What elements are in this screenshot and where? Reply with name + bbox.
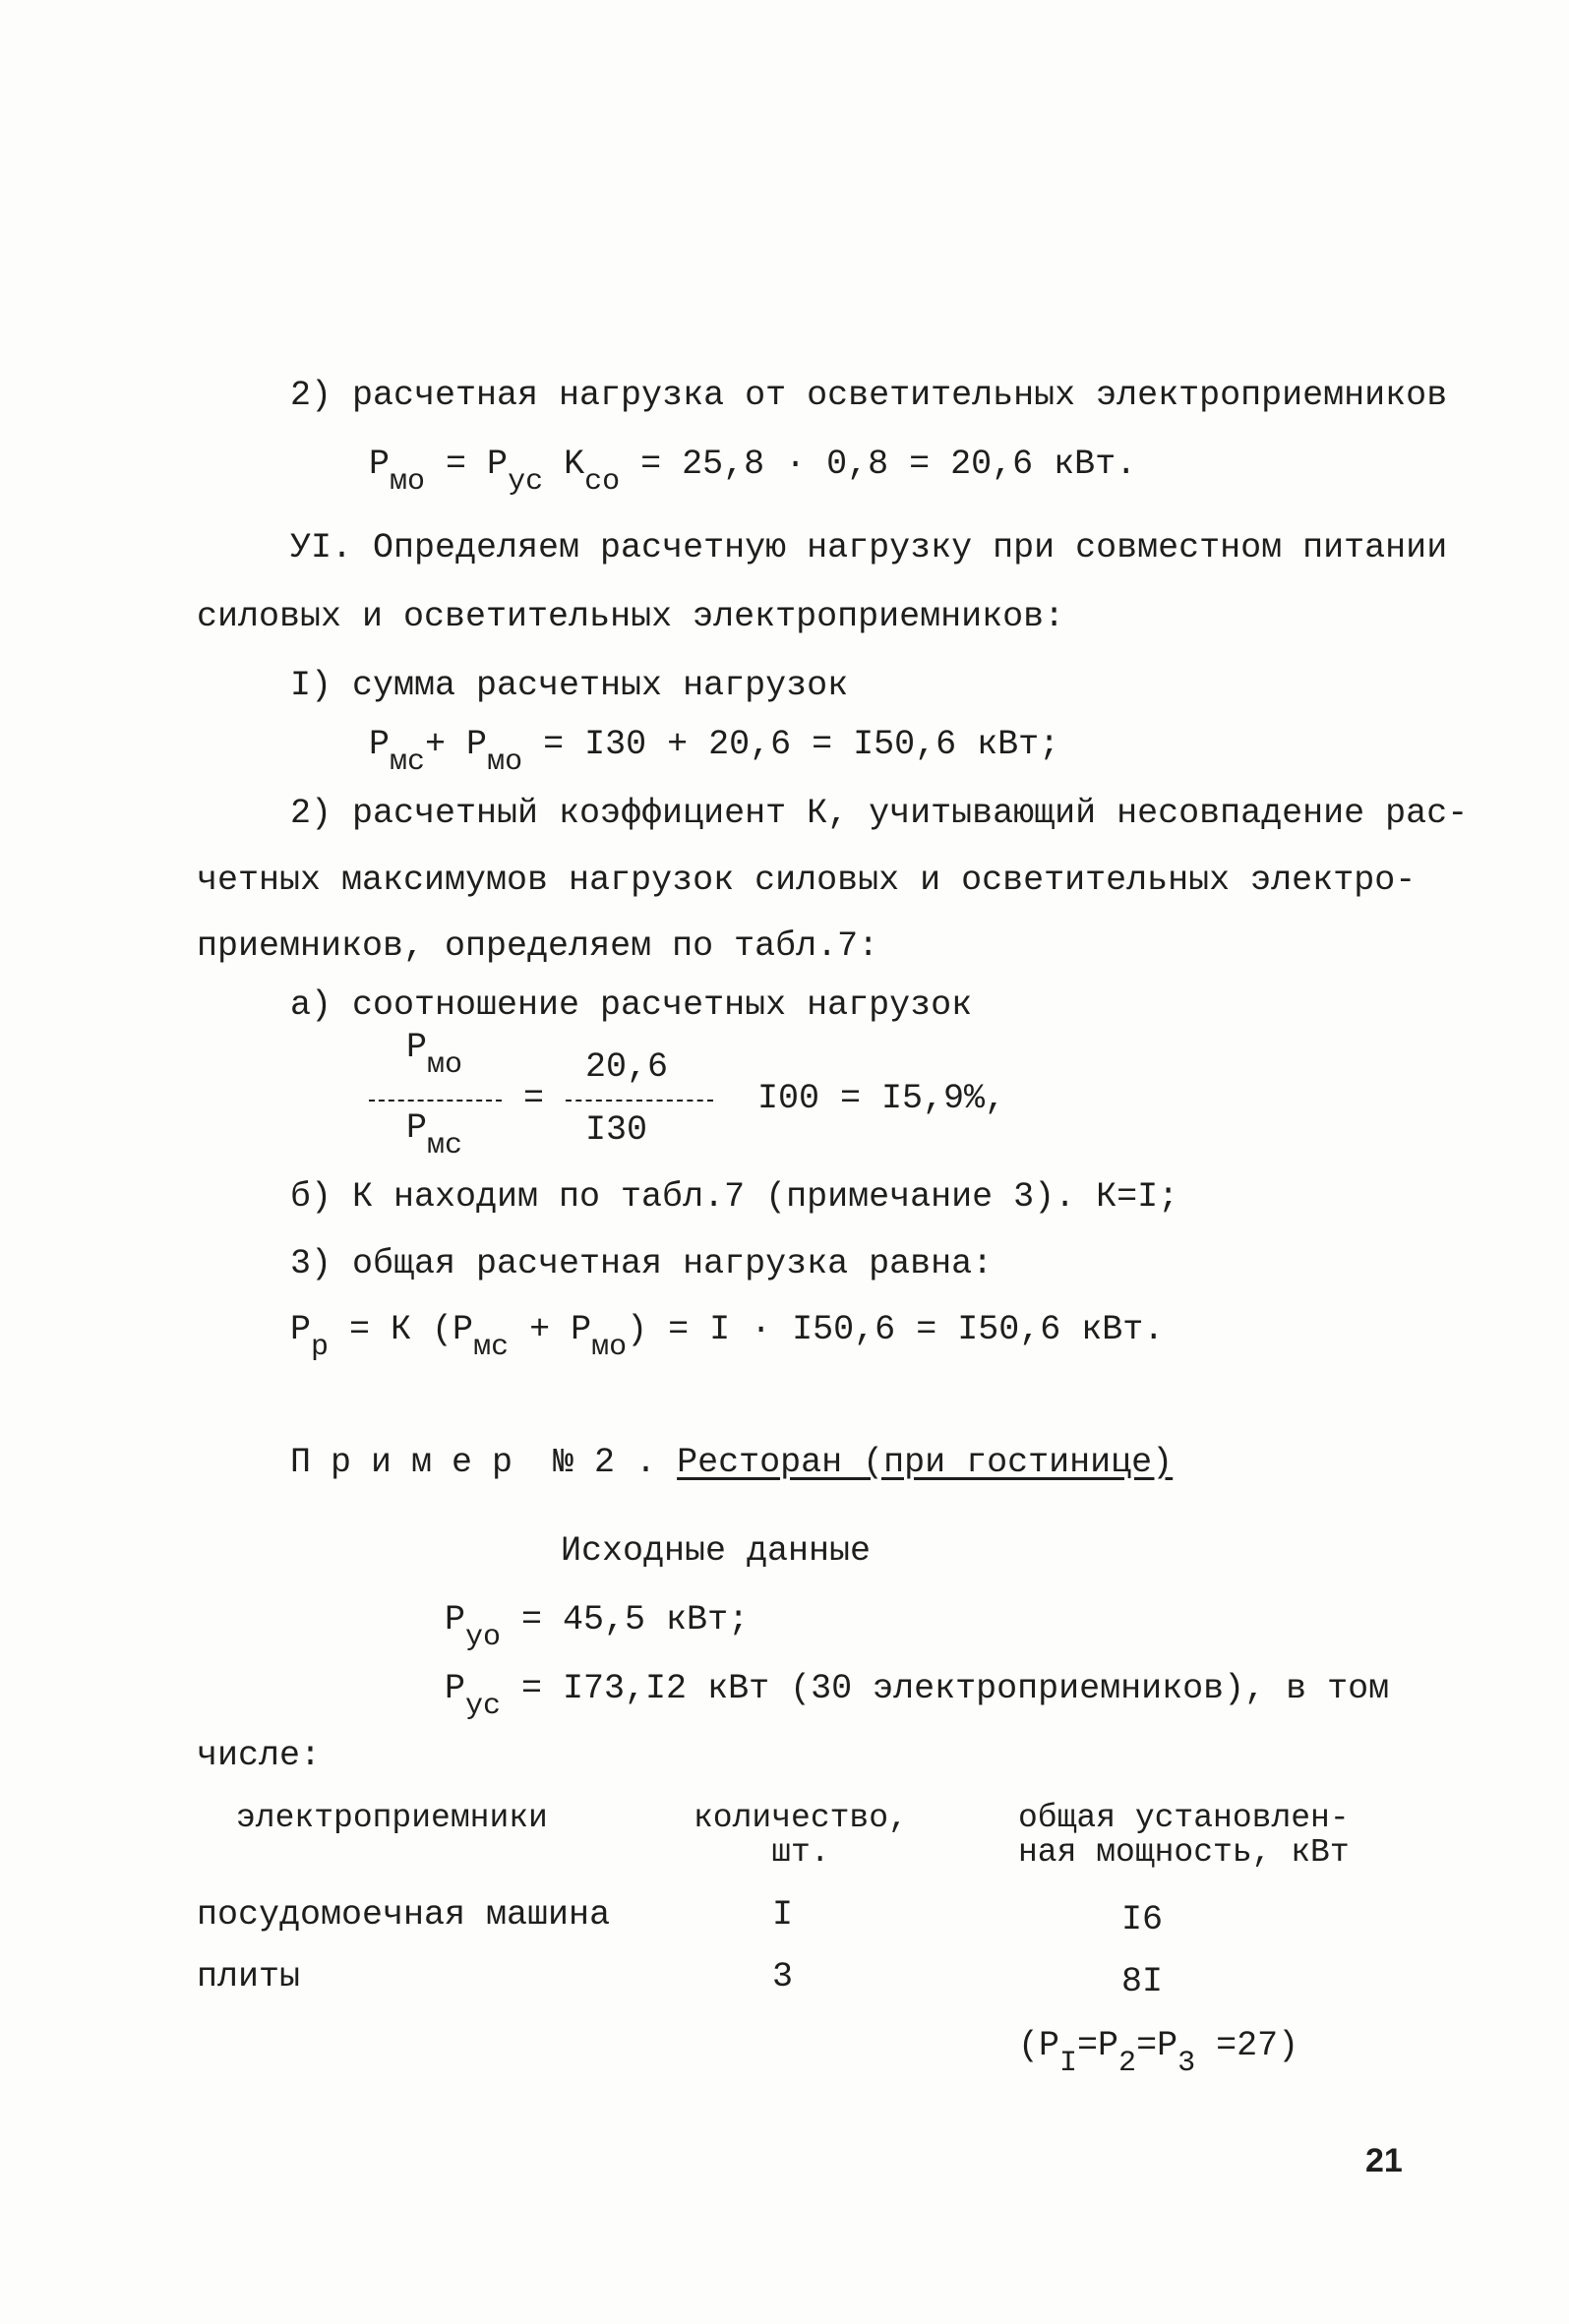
table-row-2-name: плиты [197,1957,301,1996]
table-row-2-power: 8I [1121,1962,1164,2001]
formula-total: $P_р = К$ $(P_{мс} + P_{мо}) = I \cdot I50,6 = I50,6$ кВт. [290,1310,1165,1364]
table-row-2-note: $(P_I=P_2=P_3 =27)$ [1018,2026,1299,2080]
fraction-result: I00 = I5,9%, [757,1079,1006,1118]
fraction-denominator-left: $P_{мс}$ [406,1108,463,1162]
formula-pyo: $P_{уо} = 45,5$ кВт; [445,1600,750,1654]
item-2-coefficient-line-3: приемников, определяем по табл.7: [197,926,879,966]
fraction-denominator-right: I30 [585,1110,648,1150]
formula-pmo: $P_{мо} = P_{ус}$ $K_{co} = 25,8 \cdot 0,8 = 20,6$ кВт. [369,445,1137,499]
item-2-coefficient-line-2: четных максимумов нагрузок силовых и осветительных электро- [197,861,1417,900]
formula-sum: $P_{мс}+ P_{мо} = I30 + 20,6 = I50,6$ кВт; [369,725,1060,779]
example-title: Ресторан (при гостинице) [677,1443,1174,1482]
item-3-total: 3) общая расчетная нагрузка равна: [290,1244,994,1283]
table-row-1-power: I6 [1121,1900,1164,1939]
section-6-heading: УI. Определяем расчетную нагрузку при совместном питании [290,528,1448,567]
item-1-sum: I) сумма расчетных нагрузок [290,666,849,705]
table-row-1-name: посудомоечная машина [197,1895,611,1935]
section-6-continuation: силовых и осветительных электроприемников: [197,597,1065,636]
example-label: Пример [290,1443,533,1482]
table-header-equipment: электроприемники [236,1800,548,1836]
table-row-1-qty: I [772,1895,794,1935]
page-number: 21 [1365,2142,1403,2179]
example-heading [290,1443,1174,1482]
including-label: числе: [197,1736,322,1775]
example-number: № 2 . [553,1443,657,1482]
fraction-numerator-left: $P_{мо}$ [406,1028,463,1082]
input-data-heading: Исходные данные [561,1531,872,1571]
item-a-ratio: а) соотношение расчетных нагрузок [290,985,973,1025]
table-header-quantity: количество, шт. [694,1800,908,1871]
table-header-power: общая установлен- ная мощность, кВт [1018,1800,1350,1871]
item-2-coefficient-line-1: 2) расчетный коэффициент К, учитывающий несовпадение рас- [290,794,1469,833]
fraction-bar-left [369,1100,502,1102]
item-2-lighting-load: 2) расчетная нагрузка от осветительных электроприемников [290,376,1448,415]
table-row-2-qty: 3 [772,1957,794,1996]
item-b: б) К находим по табл.7 (примечание 3). К=I; [290,1177,1179,1217]
fraction-bar-right [566,1100,713,1102]
fraction-equals: = [523,1079,545,1118]
formula-pyc: $P_{ус} = I73,I2$ кВт (30 электроприемников), в том [445,1669,1390,1723]
fraction-numerator-right: 20,6 [585,1047,669,1087]
